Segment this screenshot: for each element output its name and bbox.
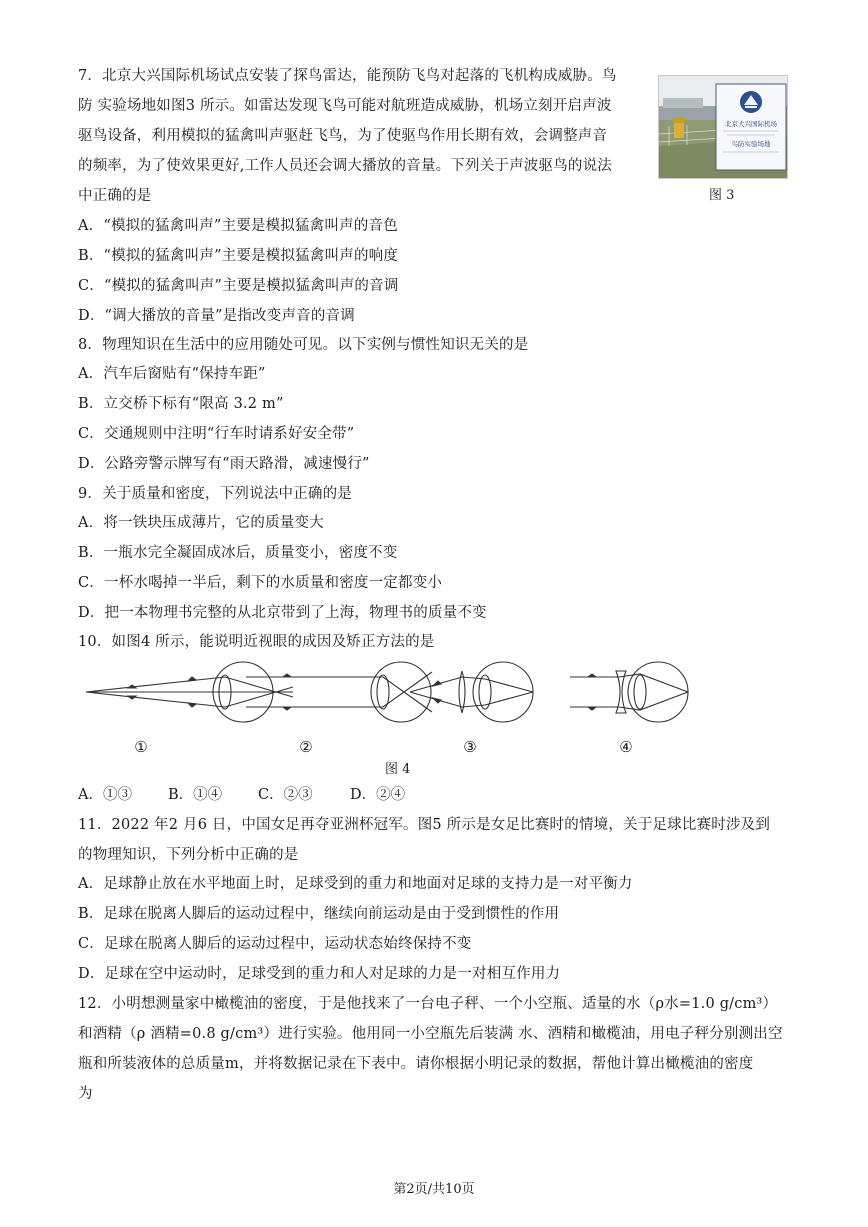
q7-option-c: C．“模拟的猛禽叫声”主要是模拟猛禽叫声的音调 bbox=[78, 278, 399, 294]
eye-diagram-1 bbox=[86, 662, 293, 722]
q7-option-d: D．“调大播放的音量”是指改变声音的音调 bbox=[78, 308, 355, 324]
figure-4-eye-diagrams bbox=[78, 655, 718, 765]
q7-stem-line-2: 防 实验场地如图3 所示。如雷达发现飞鸟可能对航班造成威胁，机场立刻开启声波 bbox=[78, 98, 612, 114]
page-number: 第2页/共10页 bbox=[393, 1182, 475, 1197]
figure-4-caption: 图 4 bbox=[385, 762, 411, 777]
figure-3-photo bbox=[658, 75, 788, 179]
eye-diagram-4 bbox=[570, 662, 688, 722]
sign-subtitle: 鸟防实验场地 bbox=[731, 140, 771, 148]
q11-stem-line-1: 11．2022 年2 月6 日，中国女足再夺亚洲杯冠军。图5 所示是女足比赛时的情境，关于足球比赛时涉及到 bbox=[78, 817, 771, 833]
eye-label-3: ③ bbox=[463, 738, 477, 756]
q12-stem-line-2: 和酒精（ρ 酒精=0.8 g/cm³）进行实验。他用同一小空瓶先后装满 水、酒精和橄榄油，用电子秤分别测出空 bbox=[78, 1026, 783, 1042]
q10-options bbox=[78, 785, 405, 805]
q12-stem-line-1: 12．小明想测量家中橄榄油的密度，于是他找来了一台电子秤、一个小空瓶、适量的水（ρ水=1.0 g/cm³） bbox=[78, 996, 778, 1012]
sign-title: 北京大兴国际机场 bbox=[725, 120, 777, 128]
q9-option-d: D．把一本物理书完整的从北京带到了上海，物理书的质量不变 bbox=[78, 605, 487, 621]
q7-stem-line-5: 中正确的是 bbox=[78, 188, 152, 204]
q11-option-a: A．足球静止放在水平地面上时，足球受到的重力和地面对足球的支持力是一对平衡力 bbox=[78, 876, 633, 892]
q8-option-d: D．公路旁警示牌写有“雨天路滑，减速慢行” bbox=[78, 456, 370, 472]
q8-stem: 8．物理知识在生活中的应用随处可见。以下实例与惯性知识无关的是 bbox=[78, 337, 529, 353]
eye-label-4: ④ bbox=[619, 738, 633, 756]
q7-stem-line-3: 驱鸟设备，利用模拟的猛禽叫声驱赶飞鸟，为了使驱鸟作用长期有效，会调整声音 bbox=[78, 128, 608, 144]
q8-option-b: B．立交桥下标有“限高 3.2 m” bbox=[78, 396, 284, 412]
q7-option-b: B．“模拟的猛禽叫声”主要是模拟猛禽叫声的响度 bbox=[78, 248, 399, 264]
q12-stem-line-4: 为 bbox=[78, 1086, 93, 1102]
q12-stem-line-3: 瓶和所装液体的总质量m，并将数据记录在下表中。请你根据小明记录的数据，帮他计算出橄榄油的密度 bbox=[78, 1056, 754, 1072]
q8-option-a: A．汽车后窗贴有“保持车距” bbox=[78, 366, 266, 382]
q10-option-c: C．②③ bbox=[258, 787, 313, 803]
q11-stem-line-2: 的物理知识，下列分析中正确的是 bbox=[78, 847, 299, 863]
q9-option-b: B．一瓶水完全凝固成冰后，质量变小，密度不变 bbox=[78, 545, 398, 561]
airport-photo-illustration bbox=[659, 76, 787, 178]
q9-option-a: A．将一铁块压成薄片，它的质量变大 bbox=[78, 515, 324, 531]
eye-label-2: ② bbox=[299, 738, 313, 756]
eye-label-1: ① bbox=[134, 738, 148, 756]
q9-option-c: C．一杯水喝掉一半后，剩下的水质量和密度一定都变小 bbox=[78, 575, 443, 591]
q7-stem-line-4: 的频率，为了使效果更好,工作人员还会调大播放的音量。下列关于声波驱鸟的说法 bbox=[78, 158, 613, 174]
q10-option-d: D．②④ bbox=[350, 787, 406, 803]
q7-stem-line-1: 7．北京大兴国际机场试点安装了探鸟雷达，能预防飞鸟对起落的飞机构成威胁。鸟 bbox=[78, 68, 617, 84]
q9-stem: 9．关于质量和密度，下列说法中正确的是 bbox=[78, 486, 353, 502]
q8-option-c: C．交通规则中注明“行车时请系好安全带” bbox=[78, 426, 355, 442]
q10-option-a: A．①③ bbox=[78, 787, 132, 803]
q10-option-b: B．①④ bbox=[168, 787, 223, 803]
q11-option-b: B．足球在脱离人脚后的运动过程中，继续向前运动是由于受到惯性的作用 bbox=[78, 906, 560, 922]
eye-diagram-3 bbox=[410, 662, 533, 722]
figure-3-caption: 图 3 bbox=[709, 188, 735, 203]
q7-option-a: A．“模拟的猛禽叫声”主要是模拟猛禽叫声的音色 bbox=[78, 218, 398, 234]
q11-option-d: D．足球在空中运动时，足球受到的重力和人对足球的力是一对相互作用力 bbox=[78, 966, 561, 982]
q10-stem: 10．如图4 所示，能说明近视眼的成因及矫正方法的是 bbox=[78, 634, 435, 650]
q11-option-c: C．足球在脱离人脚后的运动过程中，运动状态始终保持不变 bbox=[78, 936, 472, 952]
